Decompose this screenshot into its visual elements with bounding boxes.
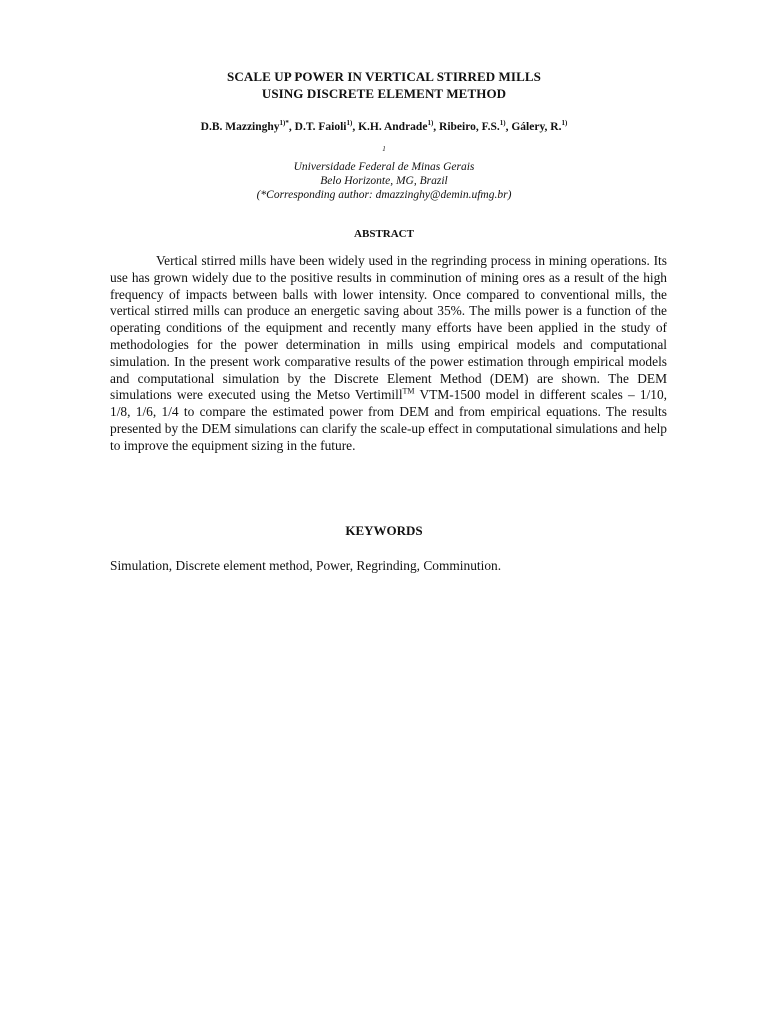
- author-name: K.H. Andrade: [358, 121, 428, 133]
- affiliation-institution: [0, 146, 768, 174]
- author-separator: ,: [433, 121, 440, 133]
- author-separator: ,: [505, 121, 512, 133]
- affiliation-location: Belo Horizonte, MG, Brazil: [320, 175, 448, 187]
- paper-title-line-2: USING DISCRETE ELEMENT METHOD: [261, 86, 507, 101]
- abstract-text-part-1: Vertical stirred mills have been widely used in the regrinding process in mining operations. Its use has grown widely due to the positive results in comminution of mining ores as a result of the high frequency of impacts between balls with lower intensity. Once compared to conventional mills, the vertical stirred mills can produce an energetic saving about 35%. The mills power is a function of the operating conditions of the equipment and recently many efforts have been applied in the study of methodologies for the power determination in mills using empirical models and computational simulation. In the present work comparative results of the power estimation through empirical models and computational simulation by the Discrete Element Method (DEM) are shown. The DEM simulations were executed using the Metso Vertimill: [110, 253, 667, 403]
- author-name: D.T. Faioli: [294, 121, 347, 133]
- paper-title-line-1: SCALE UP POWER IN VERTICAL STIRRED MILLS: [227, 69, 541, 84]
- abstract-text: [110, 253, 667, 455]
- affiliation-mark: 1)*: [279, 119, 289, 128]
- corresponding-author: (*Corresponding author: dmazzinghy@demin.ufmg.br): [256, 189, 512, 201]
- paper-title: [0, 68, 768, 102]
- affiliation-mark: 1): [499, 119, 506, 128]
- keywords-text: Simulation, Discrete element method, Power, Regrinding, Comminution.: [110, 558, 502, 573]
- author-separator: ,: [288, 121, 295, 133]
- abstract-text-part-2: VTM-1500 model in different scales – 1/10, 1/8, 1/6, 1/4 to compare the estimated power from DEM and from empirical equations. The results presented by the DEM simulations can clarify the scale-up effect in computational simulations and help to improve the equipment sizing in the future.: [110, 387, 668, 453]
- affiliation-mark: 1): [346, 119, 353, 128]
- keywords-heading: KEYWORDS: [345, 523, 423, 538]
- author-name: Ribeiro, F.S.: [439, 121, 500, 133]
- institution-name: Universidade Federal de Minas Gerais: [293, 161, 475, 173]
- affiliation-block: [0, 146, 768, 202]
- author-name: D.B. Mazzinghy: [200, 121, 280, 133]
- affiliation-mark: 1): [561, 119, 568, 128]
- author-list: [0, 119, 768, 135]
- author-separator: ,: [352, 121, 359, 133]
- affiliation-mark: 1: [382, 145, 386, 154]
- abstract-heading: ABSTRACT: [354, 228, 414, 240]
- affiliation-mark: 1): [427, 119, 434, 128]
- trademark-mark: TM: [402, 386, 415, 396]
- author-name: Gálery, R.: [511, 121, 562, 133]
